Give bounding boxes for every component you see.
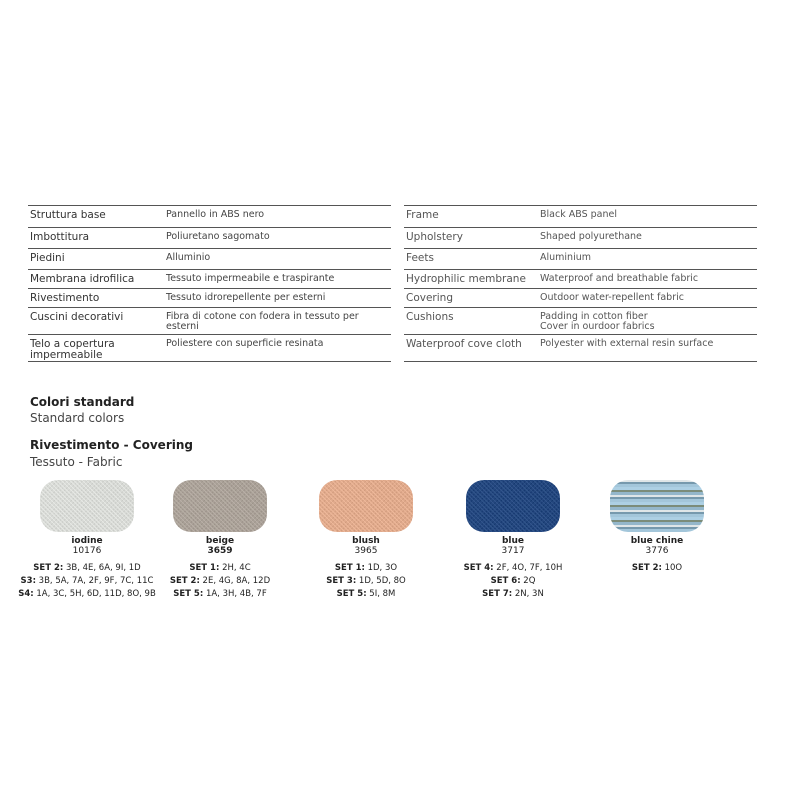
table-row	[404, 308, 757, 335]
table-row	[404, 228, 757, 249]
swatch-sets	[296, 562, 436, 601]
fabric-heading: Tessuto - Fabric	[30, 455, 123, 469]
spec-key: Covering	[406, 292, 453, 304]
table-row	[404, 270, 757, 289]
spec-value: Black ABS panel	[540, 209, 617, 220]
set-line: S4: 1A, 3C, 5H, 6D, 11D, 8O, 9B	[18, 589, 156, 599]
spec-value: Poliestere con superficie resinata	[166, 338, 324, 349]
swatch-name: beige	[205, 536, 235, 546]
spec-value: Shaped polyurethane	[540, 231, 642, 242]
standard-colors-heading-en: Standard colors	[30, 411, 125, 425]
spec-key: Rivestimento	[30, 292, 100, 304]
swatch-card-blue	[443, 480, 583, 601]
set-line: SET 1: 1D, 3O	[334, 563, 398, 573]
fabric-swatch[interactable]	[40, 480, 134, 532]
spec-key: Cuscini decorativi	[30, 311, 124, 323]
set-line: SET 6: 2Q	[490, 576, 536, 586]
spec-value: Aluminium	[540, 252, 591, 263]
spec-table-english	[404, 205, 757, 362]
spec-value: Tessuto idrorepellente per esterni	[166, 292, 326, 303]
spec-value: Alluminio	[166, 252, 211, 263]
table-row	[28, 249, 391, 270]
set-line: SET 2: 2E, 4G, 8A, 12D	[169, 576, 271, 586]
set-line: SET 5: 5I, 8M	[336, 589, 396, 599]
swatch-sets	[150, 562, 290, 601]
spec-key: Membrana idrofilica	[30, 273, 135, 285]
swatch-sets	[12, 562, 162, 601]
spec-key: Piedini	[30, 252, 65, 264]
standard-colors-heading-it: Colori standard	[30, 395, 135, 409]
swatch-card-beige	[150, 480, 290, 601]
swatch-name: blush	[352, 536, 380, 546]
swatch-code: 3717	[501, 546, 525, 556]
table-row	[404, 335, 757, 362]
spec-value: Tessuto impermeabile e traspirante	[166, 273, 335, 284]
fabric-swatch[interactable]	[466, 480, 560, 532]
swatch-sets	[443, 562, 583, 601]
covering-heading: Rivestimento - Covering	[30, 438, 193, 452]
spec-key: Feets	[406, 252, 434, 264]
spec-key: Cushions	[406, 311, 454, 323]
set-line: S3: 3B, 5A, 7A, 2F, 9F, 7C, 11C	[20, 576, 154, 586]
table-row	[404, 206, 757, 228]
swatch-card-blush	[296, 480, 436, 601]
spec-key: Waterproof cove cloth	[406, 338, 522, 350]
spec-value: Pannello in ABS nero	[166, 209, 265, 220]
swatch-code: 3776	[645, 546, 669, 556]
spec-value: Outdoor water-repellent fabric	[540, 292, 684, 303]
set-line: SET 1: 2H, 4C	[189, 563, 251, 573]
table-row	[28, 206, 391, 228]
spec-key: Frame	[406, 209, 439, 221]
table-row	[28, 289, 391, 308]
fabric-swatch[interactable]	[173, 480, 267, 532]
spec-table-italian	[28, 205, 391, 362]
fabric-swatch[interactable]	[610, 480, 704, 532]
swatch-name: blue	[501, 536, 525, 546]
spec-value: Waterproof and breathable fabric	[540, 273, 699, 284]
set-line: SET 5: 1A, 3H, 4B, 7F	[173, 589, 267, 599]
swatch-name: blue chine	[630, 536, 684, 546]
table-row	[28, 270, 391, 289]
table-row	[28, 335, 391, 362]
set-line: SET 7: 2N, 3N	[482, 589, 544, 599]
table-row	[404, 249, 757, 270]
spec-key: Struttura base	[30, 209, 106, 221]
set-line: SET 2: 10O	[631, 563, 683, 573]
set-line: SET 4: 2F, 4O, 7F, 10H	[463, 563, 563, 573]
table-row	[28, 228, 391, 249]
swatch-sets	[587, 562, 727, 575]
spec-value: Polyester with external resin surface	[540, 338, 714, 349]
swatch-name: iodine	[71, 536, 103, 546]
set-line: SET 3: 1D, 5D, 8O	[326, 576, 406, 586]
fabric-swatch[interactable]	[319, 480, 413, 532]
swatch-card-blue-chine	[587, 480, 727, 575]
spec-key: Hydrophilic membrane	[406, 273, 526, 285]
swatch-card-iodine	[12, 480, 162, 601]
table-row	[404, 289, 757, 308]
swatch-code: 3659	[207, 546, 233, 556]
table-row	[28, 308, 391, 335]
swatch-code: 3965	[354, 546, 378, 556]
spec-key: Imbottitura	[30, 231, 90, 243]
spec-value: Padding in cotton fiber Cover in ourdoor fabrics	[540, 311, 655, 332]
spec-value: Poliuretano sagomato	[166, 231, 270, 242]
spec-key: Telo a copertura impermeabile	[30, 338, 115, 361]
set-line: SET 2: 3B, 4E, 6A, 9I, 1D	[33, 563, 141, 573]
swatch-code: 10176	[72, 546, 102, 556]
spec-value: Fibra di cotone con fodera in tessuto per esterni	[166, 311, 359, 332]
spec-key: Upholstery	[406, 231, 463, 243]
